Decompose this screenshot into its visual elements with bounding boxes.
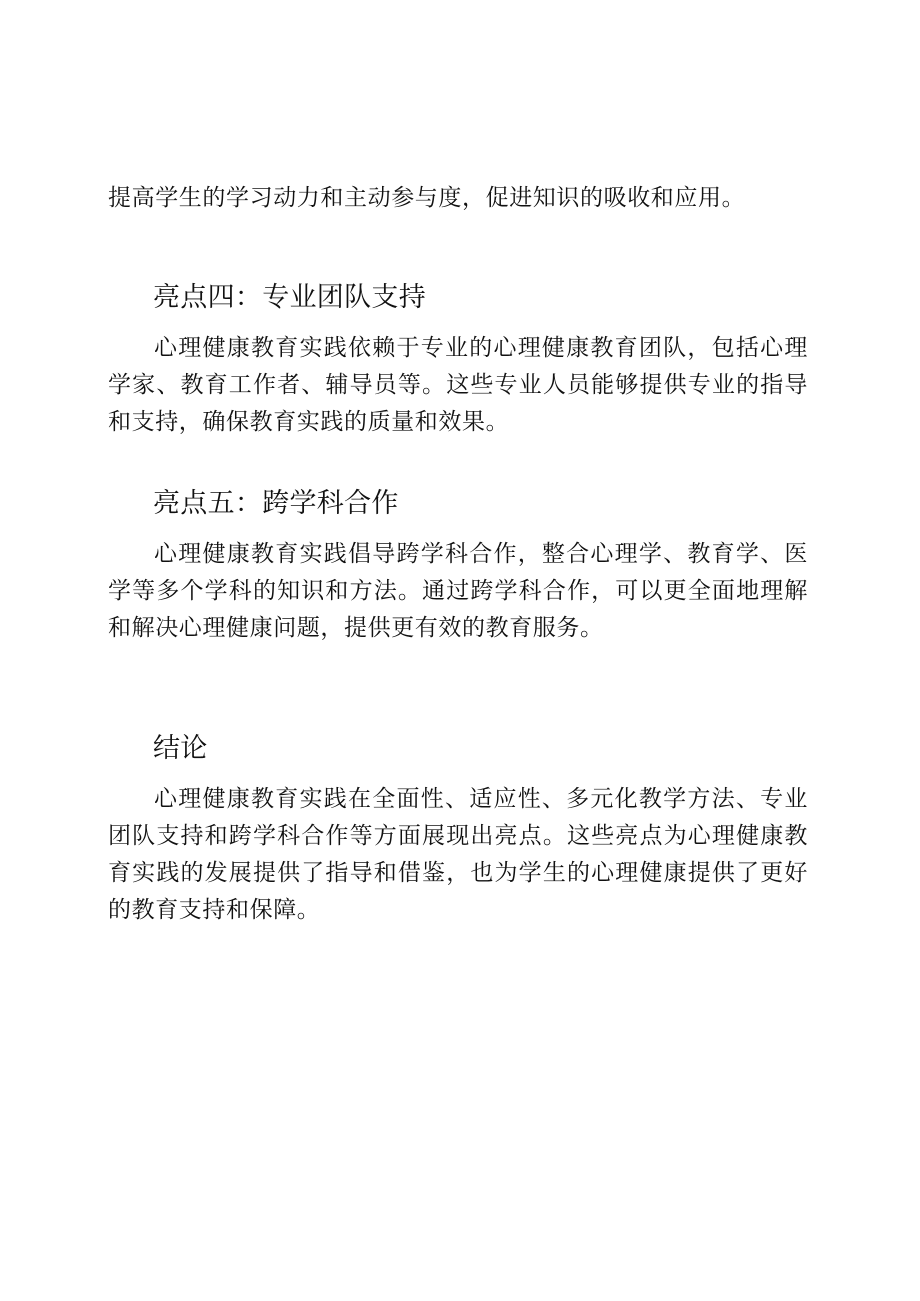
- section-body-highlight-four: 心理健康教育实践依赖于专业的心理健康教育团队，包括心理学家、教育工作者、辅导员等。这些专业人员能够提供专业的指导和支持，确保教育实践的质量和效果。: [108, 335, 808, 435]
- section-heading-conclusion: 结论: [153, 733, 208, 764]
- section-heading-highlight-four: 亮点四：专业团队支持: [153, 282, 426, 313]
- intro-paragraph-end: 提高学生的学习动力和主动参与度，促进知识的吸收和应用。: [108, 185, 746, 211]
- section-heading-highlight-five: 亮点五：跨学科合作: [153, 488, 399, 519]
- section-body-highlight-five: 心理健康教育实践倡导跨学科合作，整合心理学、教育学、医学等多个学科的知识和方法。通过跨学科合作，可以更全面地理解和解决心理健康问题，提供更有效的教育服务。: [108, 541, 808, 641]
- section-body-conclusion: 心理健康教育实践在全面性、适应性、多元化教学方法、专业团队支持和跨学科合作等方面展现出亮点。这些亮点为心理健康教育实践的发展提供了指导和借鉴，也为学生的心理健康提供了更好的教育支持和保障。: [108, 786, 808, 923]
